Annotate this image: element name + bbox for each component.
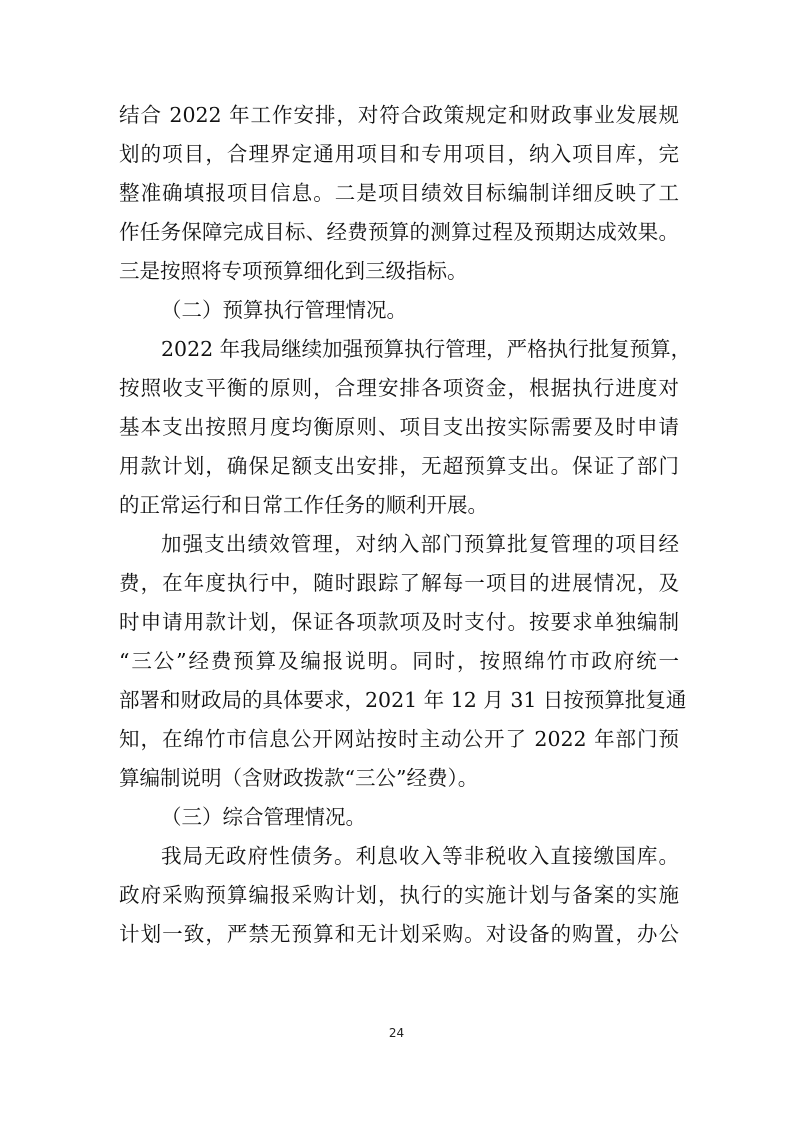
body-text-line: 按照收支平衡的原则，合理安排各项资金，根据执行进度对 (119, 376, 679, 400)
page-number: 24 (388, 1026, 405, 1040)
body-text-line: 2022 年我局继续加强预算执行管理，严格执行批复预算， (161, 337, 692, 361)
body-text-line: 费，在年度执行中，随时跟踪了解每一项目的进展情况，及 (119, 571, 679, 595)
body-text-line: 我局无政府性债务。利息收入等非税收入直接缴国库。 (161, 844, 679, 868)
section-heading: （二）预算执行管理情况。 (161, 298, 407, 322)
body-text-line: 加强支出绩效管理，对纳入部门预算批复管理的项目经 (161, 532, 679, 556)
body-text-line: 的正常运行和日常工作任务的顺利开展。 (119, 493, 488, 517)
body-text-line: 整准确填报项目信息。二是项目绩效目标编制详细反映了工 (119, 181, 679, 205)
body-text-line: 三是按照将专项预算细化到三级指标。 (119, 259, 468, 283)
body-text-line: 部署和财政局的具体要求，2021 年 12 月 31 日按预算批复通 (119, 688, 687, 712)
body-text-line: “三公”经费预算及编报说明。同时，按照绵竹市政府统一 (119, 649, 679, 673)
body-text-line: 政府采购预算编报采购计划，执行的实施计划与备案的实施 (119, 883, 679, 907)
body-text-line: 计划一致，严禁无预算和无计划采购。对设备的购置，办公 (119, 922, 679, 946)
body-text-line: 算编制说明（含财政拨款“三公”经费）。 (119, 766, 479, 790)
body-text-line: 知，在绵竹市信息公开网站按时主动公开了 2022 年部门预 (119, 727, 679, 751)
section-heading: （三）综合管理情况。 (161, 805, 366, 829)
body-text-line: 时申请用款计划，保证各项款项及时支付。按要求单独编制 (119, 610, 679, 634)
body-text-line: 结合 2022 年工作安排，对符合政策规定和财政事业发展规 (119, 103, 679, 127)
body-text-line: 作任务保障完成目标、经费预算的测算过程及预期达成效果。 (119, 220, 679, 244)
body-text-line: 划的项目，合理界定通用项目和专用项目，纳入项目库，完 (119, 142, 679, 166)
body-text-line: 用款计划，确保足额支出安排，无超预算支出。保证了部门 (119, 454, 679, 478)
body-text-line: 基本支出按照月度均衡原则、项目支出按实际需要及时申请 (119, 415, 679, 439)
